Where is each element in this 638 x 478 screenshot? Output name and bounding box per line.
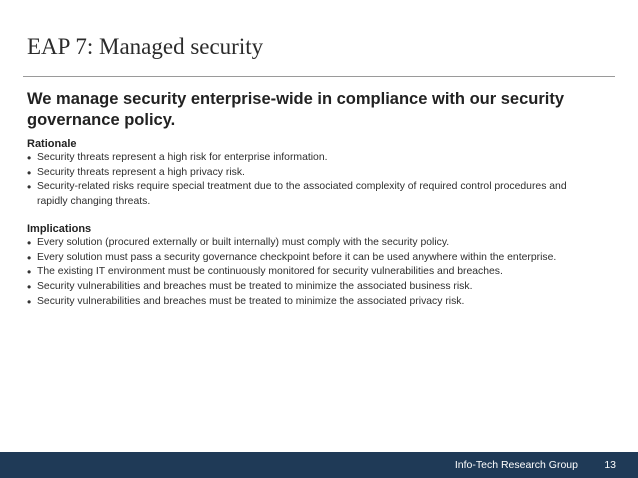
principle-statement: We manage security enterprise-wide in compliance with our security governance policy. xyxy=(27,90,565,129)
slide-title: EAP 7: Managed security xyxy=(27,34,264,59)
implications-item: • The existing IT environment must be continuously monitored for security vulnerabilities and breaches. xyxy=(27,265,597,280)
implications-heading: Implications xyxy=(27,223,92,235)
footer-bar xyxy=(0,452,638,478)
rationale-item: • Security threats represent a high privacy risk. xyxy=(27,166,597,181)
rationale-item: • Security-related risks require special treatment due to the associated complexity of required control procedures and rapidly changing threats. xyxy=(27,180,597,209)
implications-item: • Security vulnerabilities and breaches must be treated to minimize the associated business risk. xyxy=(27,280,597,295)
rationale-item: • Security threats represent a high risk for enterprise information. xyxy=(27,151,597,166)
page-number: 13 xyxy=(604,459,616,471)
implications-item: • Every solution (procured externally or built internally) must comply with the security policy. xyxy=(27,236,597,251)
title-divider xyxy=(23,76,615,77)
rationale-heading: Rationale xyxy=(27,138,77,150)
implications-item: • Every solution must pass a security governance checkpoint before it can be used anywhere within the enterprise. xyxy=(27,251,597,266)
footer-company-name: Info-Tech Research Group xyxy=(454,459,578,471)
rationale-list xyxy=(27,151,597,210)
implications-item: • Security vulnerabilities and breaches must be treated to minimize the associated privacy risk. xyxy=(27,295,597,310)
implications-list xyxy=(27,236,597,310)
